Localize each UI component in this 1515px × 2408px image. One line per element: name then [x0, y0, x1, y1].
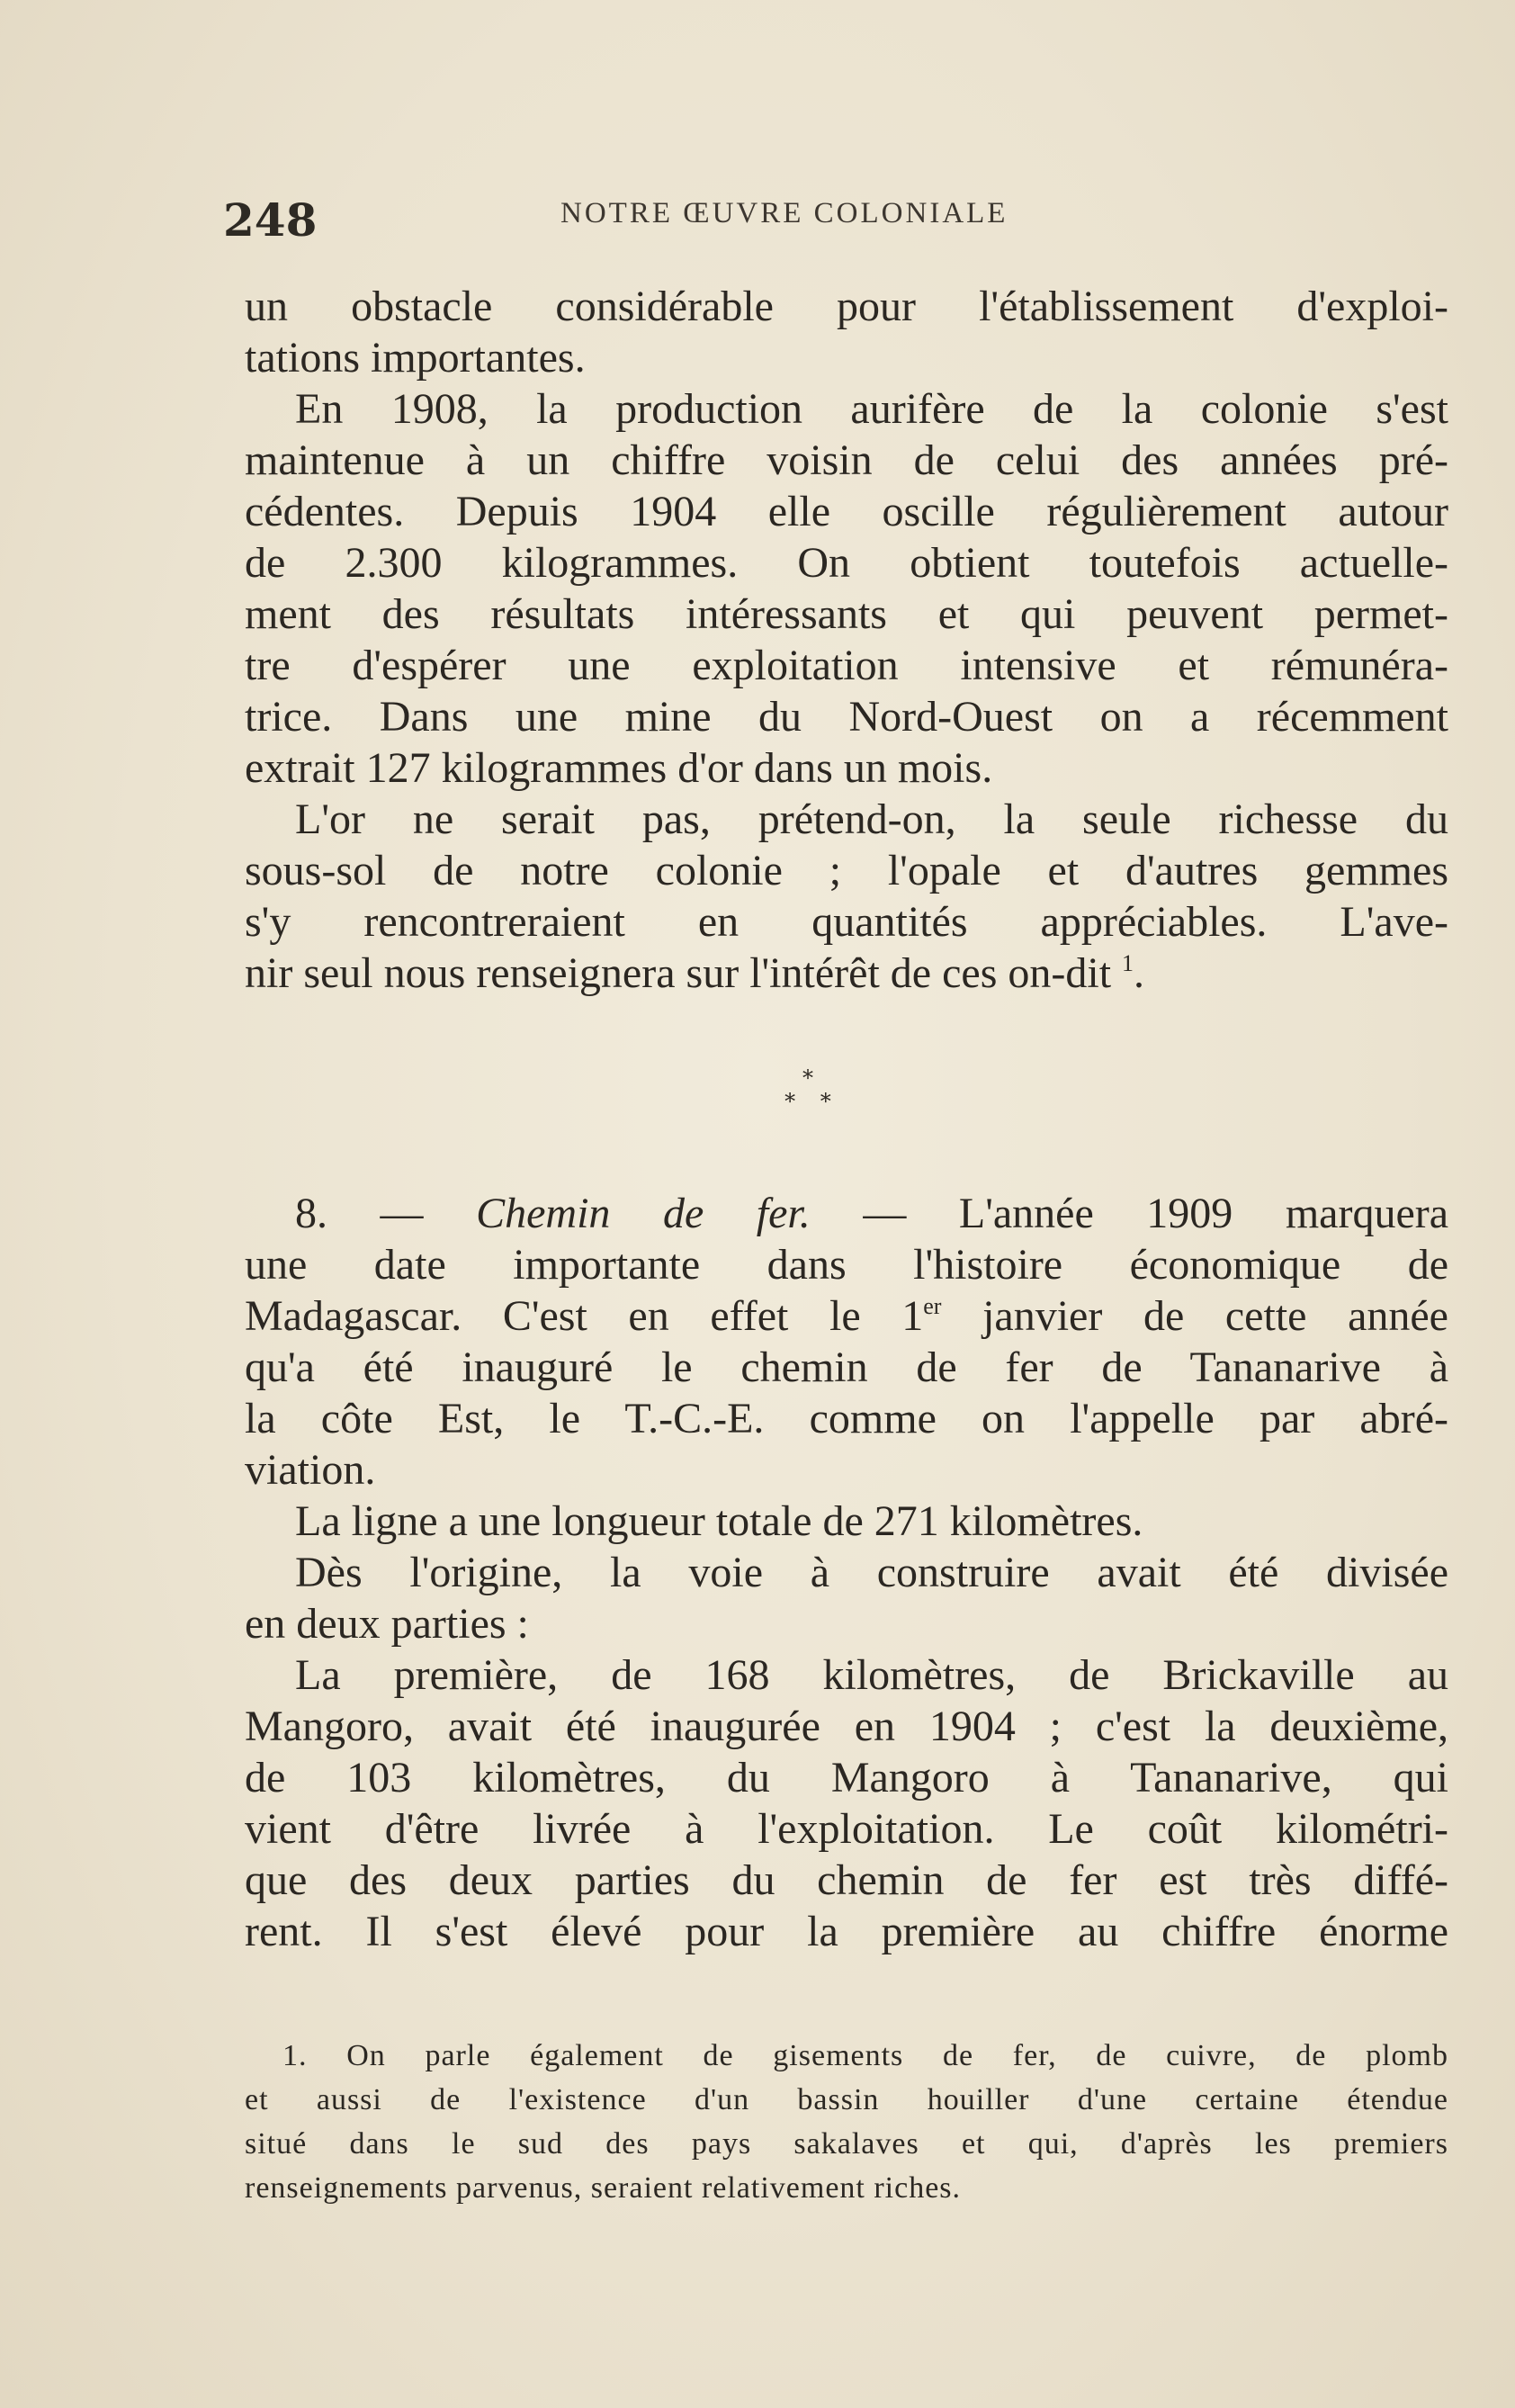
text-line: en deux parties :: [245, 1600, 529, 1648]
text-line: La première, de 168 kilomètres, de Brickaville au: [295, 1651, 1448, 1699]
asterism-separator: [763, 1066, 853, 1113]
text-line: extrait 127 kilogrammes d'or dans un mois.: [245, 744, 993, 792]
text-line-content: janvier de cette année: [941, 1292, 1448, 1340]
section-title: Chemin de fer.: [476, 1190, 811, 1237]
text-line: que des deux parties du chemin de fer est très diffé-: [245, 1856, 1448, 1904]
footnote-line: renseignements parvenus, seraient relativement riches.: [245, 2171, 962, 2205]
footnote-line: et aussi de l'existence d'un bassin houiller d'une certaine étendue: [245, 2083, 1448, 2116]
text-line: sous-sol de notre colonie ; l'opale et d'autres gemmes: [245, 847, 1448, 894]
section-dash: —: [863, 1190, 907, 1237]
text-line: cédentes. Depuis 1904 elle oscille régulièrement autour: [245, 488, 1448, 535]
footnote: [245, 2034, 1448, 2210]
footnote-line: situé dans le sud des pays sakalaves et qui, d'après les premiers: [245, 2127, 1448, 2161]
paragraph: [245, 1496, 1448, 1547]
asterism-bottom: * *: [784, 1089, 840, 1114]
text-line: En 1908, la production aurifère de la colonie s'est: [295, 385, 1448, 433]
asterism-top: *: [802, 1065, 813, 1091]
text-line: Dès l'origine, la voie à construire avait été divisée: [295, 1549, 1448, 1596]
text-line: tations importantes.: [245, 334, 586, 382]
text-line: [245, 1290, 1448, 1342]
text-line: de 103 kilomètres, du Mangoro à Tananarive, qui: [245, 1754, 1448, 1802]
text-line: rent. Il s'est élevé pour la première au chiffre énorme: [245, 1908, 1448, 1955]
paragraph: [245, 281, 1448, 383]
text-line: la côte Est, le T.-C.-E. comme on l'appelle par abré-: [245, 1395, 1448, 1442]
paragraph: [245, 1649, 1448, 1957]
page-header: [223, 184, 1451, 247]
text-line: qu'a été inauguré le chemin de fer de Tananarive à: [245, 1343, 1448, 1391]
page-number: 248: [223, 193, 318, 247]
ordinal-superscript: er: [923, 1293, 942, 1319]
section-dash: —: [380, 1190, 424, 1237]
text-line: La ligne a une longueur totale de 271 kilomètres.: [295, 1497, 1143, 1545]
footnote-line: 1. On parle également de gisements de fer, de cuivre, de plomb: [282, 2039, 1448, 2072]
text-line-content: Madagascar. C'est en effet le 1: [245, 1292, 924, 1340]
text-line: trice. Dans une mine du Nord-Ouest on a récemment: [245, 693, 1448, 741]
text-line: Mangoro, avait été inaugurée en 1904 ; c'est la deuxième,: [245, 1703, 1448, 1750]
paragraph: [245, 1547, 1448, 1649]
main-text: [245, 281, 1448, 999]
text-line: L'or ne serait pas, prétend-on, la seule richesse du: [295, 795, 1448, 843]
running-title: NOTRE ŒUVRE COLONIALE: [560, 197, 1009, 229]
paragraph: [245, 794, 1448, 999]
text-line: s'y rencontreraient en quantités appréciables. L'ave-: [245, 898, 1448, 946]
section-intro: L'année 1909 marquera: [958, 1190, 1449, 1237]
paragraph: [245, 383, 1448, 794]
footnote-marker: 1: [1122, 950, 1134, 976]
text-line-content: nir seul nous renseignera sur l'intérêt de ces on-dit: [245, 949, 1112, 997]
section-chemin-de-fer: [245, 1188, 1448, 1957]
section-number: 8.: [295, 1190, 327, 1237]
text-line: vient d'être livrée à l'exploitation. Le coût kilométri-: [245, 1805, 1448, 1853]
text-line: nir seul nous renseignera sur l'intérêt de ces on-dit $^1$.: [245, 949, 1145, 997]
text-line: de 2.300 kilogrammes. On obtient toutefois actuelle-: [245, 539, 1448, 587]
paragraph: [245, 1188, 1448, 1496]
text-line: maintenue à un chiffre voisin de celui des années pré-: [245, 436, 1448, 484]
text-line: une date importante dans l'histoire économique de: [245, 1241, 1448, 1289]
text-line: ment des résultats intéressants et qui peuvent permet-: [245, 590, 1448, 638]
section-heading-line: [245, 1188, 1448, 1239]
text-line: un obstacle considérable pour l'établissement d'exploi-: [245, 283, 1448, 330]
text-line: tre d'espérer une exploitation intensive et rémunéra-: [245, 642, 1448, 689]
text-line: viation.: [245, 1446, 376, 1494]
